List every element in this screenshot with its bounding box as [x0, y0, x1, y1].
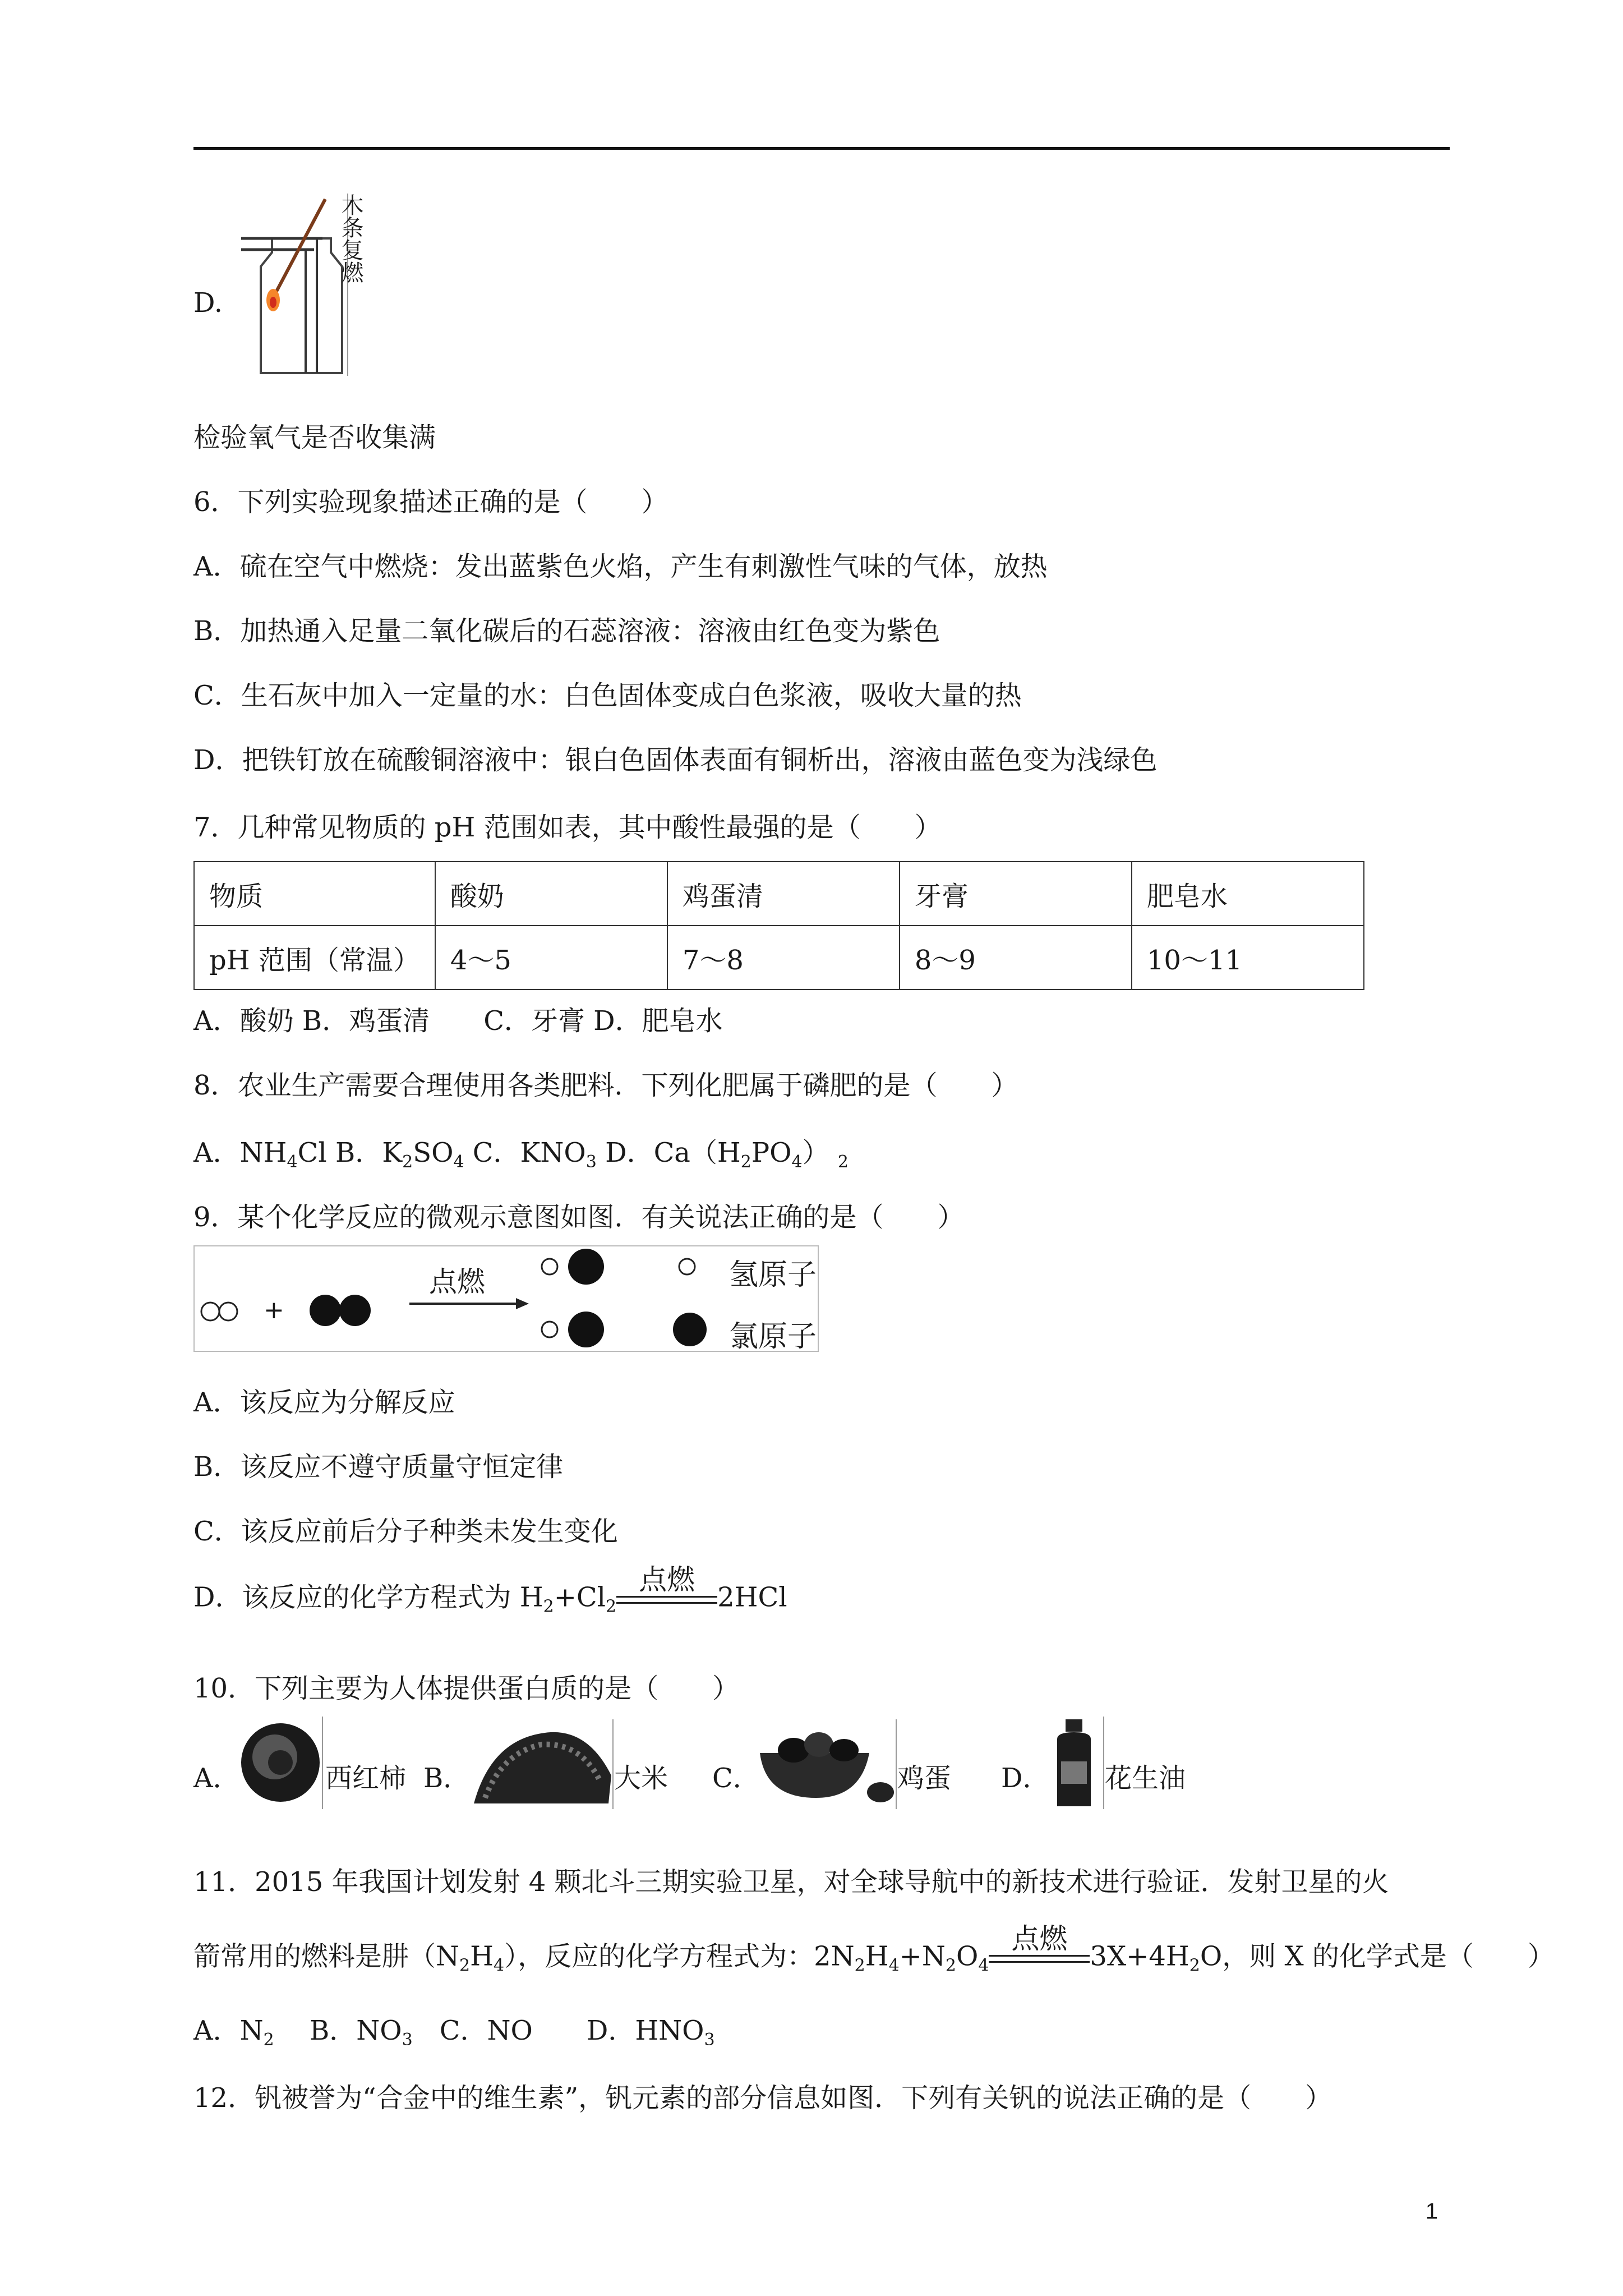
q6-option-b: B．加热通入足量二氧化碳后的石蕊溶液：溶液由红色变为紫色	[193, 615, 940, 647]
hydrogen-atom-icon	[201, 1303, 219, 1320]
q7-options: A．酸奶 B．鸡蛋清 C．牙膏 D．肥皂水	[193, 1005, 723, 1037]
q6-option-c: C．生石灰中加入一定量的水：白色固体变成白色浆液，吸收大量的热	[193, 680, 1022, 711]
q7-stem: 7．几种常见物质的 pH 范围如表，其中酸性最强的是（ ）	[193, 812, 942, 843]
header-rule	[193, 147, 1450, 150]
q9-option-a: A．该反应为分解反应	[193, 1387, 455, 1418]
table-cell: 肥皂水	[1132, 862, 1364, 926]
q9-stem: 9．某个化学反应的微观示意图如图．有关说法正确的是（ ）	[193, 1202, 965, 1233]
table-cell: 10～11	[1132, 926, 1364, 990]
ph-table	[193, 861, 1364, 990]
q10-option-d-label: D．	[1001, 1763, 1050, 1794]
legend-hydrogen: 氢原子	[729, 1258, 817, 1292]
q10-option-a-label: A．	[193, 1763, 240, 1794]
q9-option-c: C．该反应前后分子种类未发生变化	[193, 1516, 618, 1547]
rice-icon	[468, 1719, 614, 1809]
q8-options: A．$NH_4Cl$ B．$K_2SO_4$ C．$KNO_3$ D．$Ca(H_2PO_4)$ $_2$	[193, 1137, 849, 1172]
reaction-condition: 点燃	[989, 1922, 1090, 1963]
table-cell: 物质	[194, 862, 435, 926]
q11-line2: 箭常用的燃料是肼$(N_2H_4)$，反应的化学方程式为：$2N_2H_4+N_2O_4$ 点燃 $3X+4H_2O$，则 X 的化学式是（ ）	[193, 1922, 1555, 1976]
q10-option-b-label: B．	[423, 1763, 471, 1794]
chlorine-atom-icon	[310, 1295, 341, 1326]
table-cell: 4～5	[435, 926, 667, 990]
woodstick-relight-text: 木条复燃	[338, 194, 363, 283]
q10-option-a-text: 西红柿	[325, 1763, 407, 1794]
chlorine-atom-icon	[339, 1295, 371, 1326]
reaction-condition: 点燃	[616, 1563, 717, 1604]
q10-option-c-text: 鸡蛋	[897, 1763, 952, 1794]
rice-image	[468, 1719, 614, 1809]
eggs-image	[754, 1719, 897, 1809]
oil-bottle-icon	[1043, 1717, 1105, 1809]
q6-option-d: D．把铁钉放在硫酸铜溶液中：银白色固体表面有铜析出，溶液由蓝色变为浅绿色	[193, 744, 1158, 776]
eggs-icon	[754, 1719, 897, 1809]
q12-stem: 12．钒被誉为“合金中的维生素”，钒元素的部分信息如图．下列有关钒的说法正确的是（ ）	[193, 2082, 1332, 2114]
reaction-diagram	[193, 1245, 819, 1352]
q6-stem: 6．下列实验现象描述正确的是（ ）	[193, 486, 668, 518]
table-cell: pH 范围（常温）	[194, 926, 435, 990]
table-cell: 酸奶	[435, 862, 667, 926]
bottle-woodstick-image	[238, 194, 373, 376]
q10-option-b-text: 大米	[614, 1763, 668, 1794]
table-row	[194, 862, 1364, 926]
legend-chlorine: 氯原子	[729, 1320, 817, 1354]
q5-option-d-caption: 检验氧气是否收集满	[193, 422, 436, 453]
q11-options: A．$N_2$ B．$NO_3$ C．NO D．$HNO_3$	[193, 2015, 715, 2050]
q6-option-a: A．硫在空气中燃烧：发出蓝紫色火焰，产生有刺激性气味的气体，放热	[193, 551, 1048, 582]
q5-option-d-label: D.	[193, 287, 223, 319]
table-cell: 7～8	[667, 926, 900, 990]
q10-stem: 10．下列主要为人体提供蛋白质的是（ ）	[193, 1673, 740, 1704]
q10-option-c-label: C．	[712, 1763, 760, 1794]
q10-option-d-text: 花生油	[1105, 1763, 1186, 1794]
tomato-image	[236, 1717, 325, 1809]
table-cell: 8～9	[900, 926, 1132, 990]
q11-line1: 11．2015 年我国计划发射 4 颗北斗三期实验卫星，对全球导航中的新技术进行验证．发射卫星的火	[193, 1866, 1389, 1898]
q8-stem: 8．农业生产需要合理使用各类肥料．下列化肥属于磷肥的是（ ）	[193, 1070, 1018, 1101]
hydrogen-atom-icon	[219, 1303, 237, 1320]
arrow-condition-label: 点燃	[429, 1266, 485, 1298]
tomato-icon	[236, 1717, 325, 1809]
q9-option-d: D．该反应的化学方程式为 $H_2+Cl_2$ 点燃 2HCl	[193, 1563, 787, 1617]
page-number: 1	[1425, 2199, 1438, 2224]
table-cell: 鸡蛋清	[667, 862, 900, 926]
table-cell: 牙膏	[900, 862, 1132, 926]
table-row	[194, 926, 1364, 990]
q9-option-b: B．该反应不遵守质量守恒定律	[193, 1451, 564, 1483]
peanut-oil-image	[1043, 1717, 1105, 1809]
plus-sign: +	[264, 1296, 284, 1324]
